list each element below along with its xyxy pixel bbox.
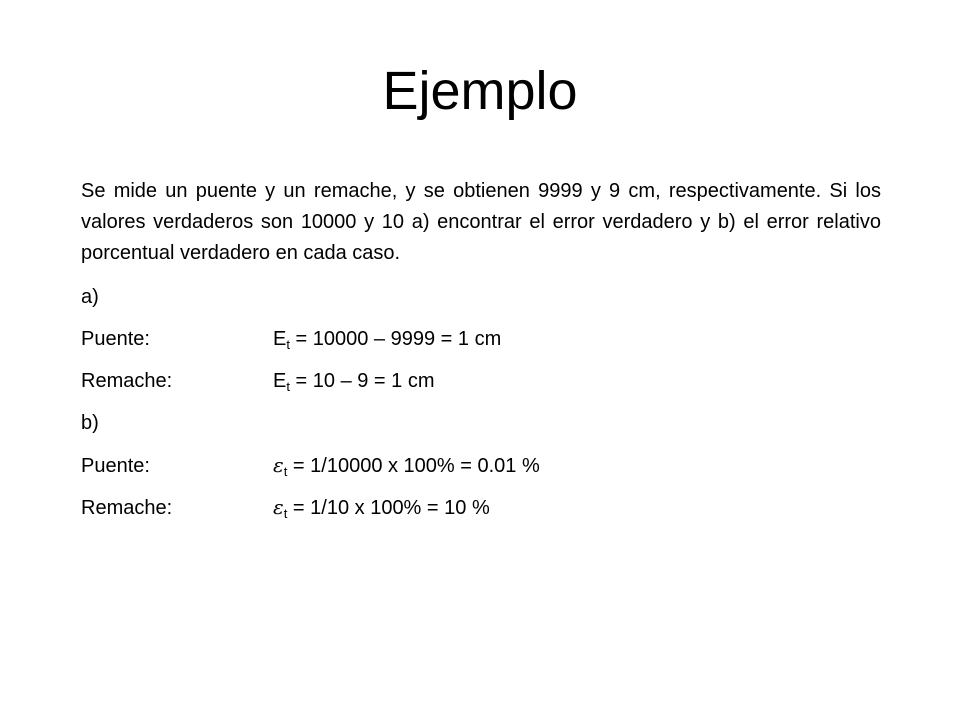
part-a-row-remache <box>81 366 881 397</box>
row-expression: = 1/10000 x 100% = 0.01 % <box>287 455 540 477</box>
part-b-row-puente <box>81 450 881 481</box>
symbol-subscript: t <box>283 464 288 479</box>
slide-title: Ejemplo <box>382 61 578 121</box>
row-label: Remache: <box>81 497 173 519</box>
part-a-label: a) <box>81 286 99 308</box>
true-error-symbol: E <box>273 328 287 350</box>
row-label: Puente: <box>81 455 150 477</box>
part-a-row-puente <box>81 324 881 355</box>
part-b-label: b) <box>81 412 99 434</box>
symbol-subscript: t <box>286 379 290 394</box>
part-b-row-remache <box>81 492 881 523</box>
slide-body <box>81 176 881 523</box>
relative-error-symbol: ε <box>273 495 284 519</box>
row-label: Puente: <box>81 328 150 350</box>
symbol-subscript: t <box>286 337 290 352</box>
problem-statement: Se mide un puente y un remache, y se obtienen 9999 y 9 cm, respectivamente. Si los valores verdaderos son 10000 y 10 a) encontrar el error verdadero y b) el error relativo porcentual verdadero en cada caso. <box>81 180 881 264</box>
symbol-subscript: t <box>283 506 288 521</box>
row-expression: = 10 – 9 = 1 cm <box>289 370 435 392</box>
row-label: Remache: <box>81 370 173 392</box>
row-expression: = 1/10 x 100% = 10 % <box>287 497 490 519</box>
row-expression: = 10000 – 9999 = 1 cm <box>289 328 502 350</box>
true-error-symbol: E <box>273 370 287 392</box>
relative-error-symbol: ε <box>273 453 284 477</box>
